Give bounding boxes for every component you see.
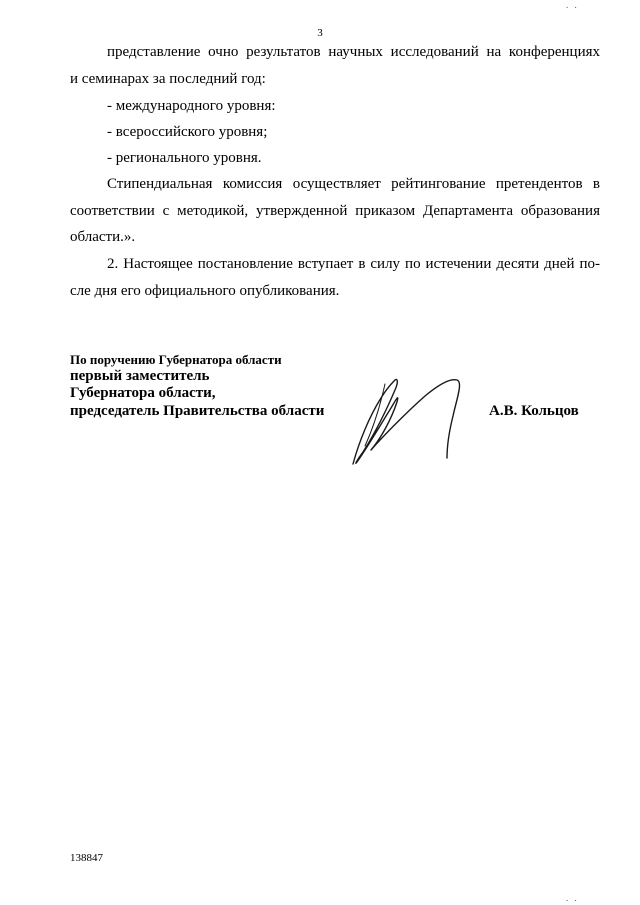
page-number: 3 [317,27,323,39]
body-line-9: 2. Настоящее постановление вступает в силу по истечении десяти дней по- [107,256,600,272]
body-line-2: и семинарах за последний год: [70,71,266,87]
list-item-regional: - регионального уровня. [107,150,262,166]
body-line-1: представление очно результатов научных исследований на конференциях [107,44,600,60]
document-code: 138847 [70,852,103,864]
body-line-10: сле дня его официального опубликования. [70,283,340,299]
signer-name: А.В. Кольцов [489,403,579,419]
signature-line-3: Губернатора области, [70,385,216,401]
list-item-international: - международного уровня: [107,98,276,114]
signature-line-1: По поручению Губернатора области [70,352,282,367]
scan-mark-top: . . [566,0,579,10]
scan-mark-bottom: . . [566,893,579,903]
list-item-national: - всероссийского уровня; [107,124,268,140]
signature-line-4: председатель Правительства области [70,403,325,419]
body-line-7: соответствии с методикой, утвержденной приказом Департамента образования [70,203,600,219]
signature-line-2: первый заместитель [70,368,210,384]
handwritten-signature [345,372,475,472]
body-line-8: области.». [70,229,136,245]
body-line-6: Стипендиальная комиссия осуществляет рейтингование претендентов в [107,176,600,192]
